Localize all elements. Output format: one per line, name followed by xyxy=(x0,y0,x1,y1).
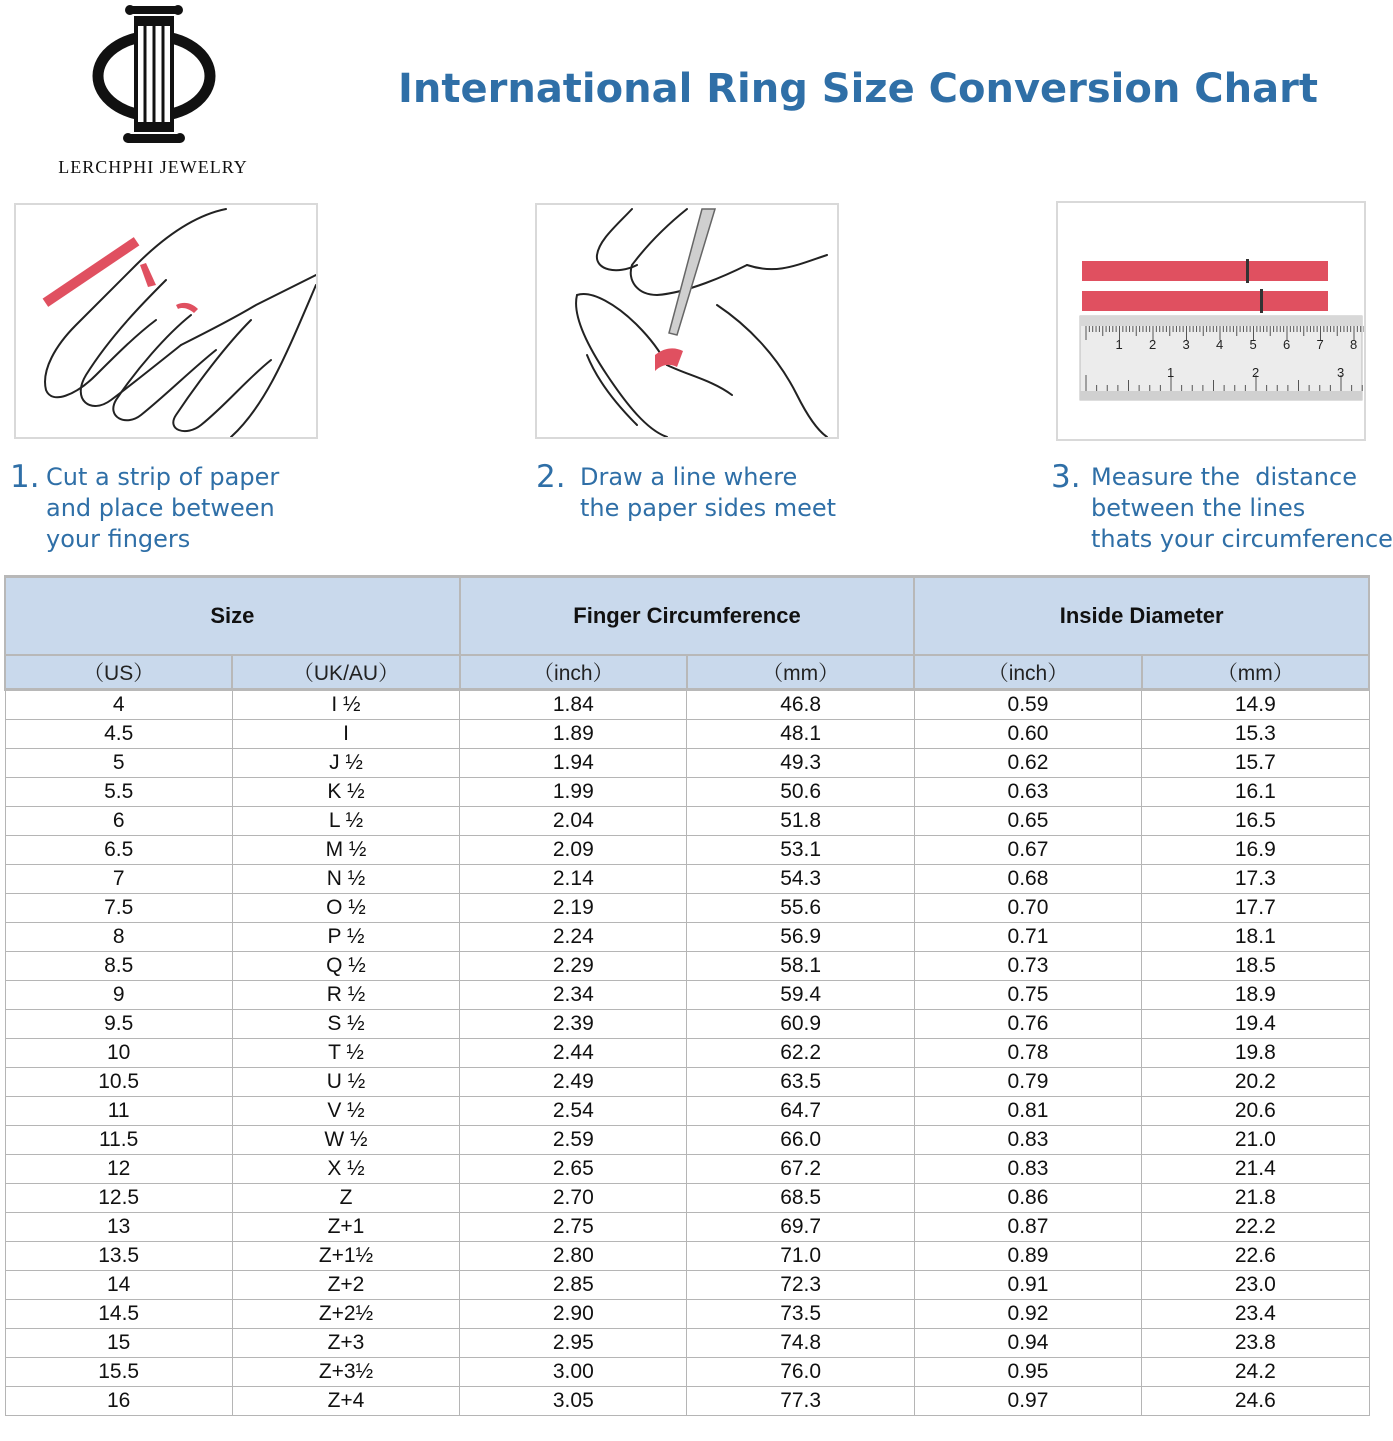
ruler-cm-label: 1 xyxy=(1115,337,1123,352)
step-2-illustration xyxy=(535,203,839,439)
table-row xyxy=(5,1126,1369,1155)
cell-circumference-inch: 2.19 xyxy=(460,894,687,923)
cell-us-size: 8 xyxy=(5,923,232,952)
brand-name: LERCHPHI JEWELRY xyxy=(58,157,248,177)
cell-uk-au-size: L ½ xyxy=(232,807,459,836)
cell-diameter-mm: 15.3 xyxy=(1142,720,1369,749)
cell-circumference-mm: 69.7 xyxy=(687,1213,914,1242)
cell-circumference-inch: 2.09 xyxy=(460,836,687,865)
cell-us-size: 12.5 xyxy=(5,1184,232,1213)
cell-circumference-mm: 73.5 xyxy=(687,1300,914,1329)
step-1-illustration xyxy=(14,203,318,439)
cell-diameter-mm: 23.8 xyxy=(1142,1329,1369,1358)
cell-diameter-mm: 16.5 xyxy=(1142,807,1369,836)
cell-diameter-inch: 0.79 xyxy=(914,1068,1141,1097)
cell-us-size: 11 xyxy=(5,1097,232,1126)
cell-circumference-mm: 66.0 xyxy=(687,1126,914,1155)
cell-diameter-inch: 0.92 xyxy=(914,1300,1141,1329)
table-row xyxy=(5,720,1369,749)
cell-circumference-mm: 67.2 xyxy=(687,1155,914,1184)
cell-circumference-mm: 54.3 xyxy=(687,865,914,894)
step-3-text: Measure the distance between the lines thats your circumference xyxy=(1091,463,1393,553)
ruler-cm-label: 8 xyxy=(1350,337,1358,352)
cell-circumference-inch: 2.80 xyxy=(460,1242,687,1271)
cell-diameter-inch: 0.97 xyxy=(914,1387,1141,1416)
cell-diameter-mm: 14.9 xyxy=(1142,690,1369,720)
cell-circumference-inch: 2.95 xyxy=(460,1329,687,1358)
unit-header-diam-inch: （inch） xyxy=(914,655,1141,690)
ruler-inch-label: 2 xyxy=(1252,365,1260,380)
cell-diameter-mm: 19.4 xyxy=(1142,1010,1369,1039)
table-row xyxy=(5,1387,1369,1416)
unit-header-ukau: （UK/AU） xyxy=(232,655,459,690)
cell-diameter-mm: 18.9 xyxy=(1142,981,1369,1010)
step-2 xyxy=(536,459,856,527)
cell-circumference-inch: 1.99 xyxy=(460,778,687,807)
conversion-table xyxy=(4,575,1370,1416)
cell-circumference-mm: 76.0 xyxy=(687,1358,914,1387)
cell-us-size: 4.5 xyxy=(5,720,232,749)
cell-us-size: 7.5 xyxy=(5,894,232,923)
cell-diameter-inch: 0.67 xyxy=(914,836,1141,865)
table-row xyxy=(5,1242,1369,1271)
unit-header-row xyxy=(5,655,1369,690)
cell-us-size: 15.5 xyxy=(5,1358,232,1387)
cell-diameter-inch: 0.65 xyxy=(914,807,1141,836)
cell-circumference-inch: 3.00 xyxy=(460,1358,687,1387)
cell-diameter-mm: 19.8 xyxy=(1142,1039,1369,1068)
cell-us-size: 13 xyxy=(5,1213,232,1242)
cell-us-size: 9 xyxy=(5,981,232,1010)
cell-diameter-mm: 18.5 xyxy=(1142,952,1369,981)
cell-us-size: 7 xyxy=(5,865,232,894)
cell-circumference-mm: 46.8 xyxy=(687,690,914,720)
cell-diameter-inch: 0.78 xyxy=(914,1039,1141,1068)
cell-circumference-mm: 63.5 xyxy=(687,1068,914,1097)
cell-diameter-inch: 0.83 xyxy=(914,1155,1141,1184)
cell-uk-au-size: T ½ xyxy=(232,1039,459,1068)
table-row xyxy=(5,981,1369,1010)
cell-circumference-mm: 51.8 xyxy=(687,807,914,836)
step-1-text: Cut a strip of paper and place between your fingers xyxy=(46,463,280,553)
cell-diameter-mm: 20.2 xyxy=(1142,1068,1369,1097)
cell-diameter-inch: 0.94 xyxy=(914,1329,1141,1358)
ruler-cm-label: 4 xyxy=(1216,337,1224,352)
circumference-group-header: Finger Circumference xyxy=(460,577,915,656)
cell-us-size: 8.5 xyxy=(5,952,232,981)
cell-diameter-mm: 15.7 xyxy=(1142,749,1369,778)
cell-circumference-inch: 2.75 xyxy=(460,1213,687,1242)
cell-uk-au-size: Z+3½ xyxy=(232,1358,459,1387)
table-row xyxy=(5,1010,1369,1039)
cell-circumference-mm: 49.3 xyxy=(687,749,914,778)
cell-uk-au-size: Z+1 xyxy=(232,1213,459,1242)
ruler-cm-label: 5 xyxy=(1249,337,1257,352)
cell-diameter-inch: 0.59 xyxy=(914,690,1141,720)
cell-diameter-mm: 16.1 xyxy=(1142,778,1369,807)
cell-circumference-mm: 62.2 xyxy=(687,1039,914,1068)
cell-circumference-mm: 72.3 xyxy=(687,1271,914,1300)
cell-diameter-mm: 21.8 xyxy=(1142,1184,1369,1213)
cell-circumference-mm: 71.0 xyxy=(687,1242,914,1271)
step-1-number: 1. xyxy=(10,459,40,495)
cell-uk-au-size: K ½ xyxy=(232,778,459,807)
cell-us-size: 6 xyxy=(5,807,232,836)
cell-uk-au-size: N ½ xyxy=(232,865,459,894)
cell-diameter-mm: 18.1 xyxy=(1142,923,1369,952)
cell-circumference-inch: 2.90 xyxy=(460,1300,687,1329)
cell-circumference-inch: 2.54 xyxy=(460,1097,687,1126)
table-row xyxy=(5,1213,1369,1242)
cell-diameter-inch: 0.95 xyxy=(914,1358,1141,1387)
cell-us-size: 11.5 xyxy=(5,1126,232,1155)
unit-header-circ-inch: （inch） xyxy=(460,655,687,690)
paper-strip-1 xyxy=(1082,261,1328,281)
cell-diameter-mm: 16.9 xyxy=(1142,836,1369,865)
cell-uk-au-size: P ½ xyxy=(232,923,459,952)
paper-strip-2 xyxy=(1082,291,1328,311)
cell-circumference-mm: 74.8 xyxy=(687,1329,914,1358)
cell-circumference-inch: 2.29 xyxy=(460,952,687,981)
cell-circumference-inch: 2.14 xyxy=(460,865,687,894)
table-row xyxy=(5,690,1369,720)
cell-circumference-inch: 2.39 xyxy=(460,1010,687,1039)
cell-uk-au-size: Z+1½ xyxy=(232,1242,459,1271)
table-row xyxy=(5,749,1369,778)
cell-uk-au-size: O ½ xyxy=(232,894,459,923)
table-row xyxy=(5,1068,1369,1097)
cell-circumference-mm: 64.7 xyxy=(687,1097,914,1126)
cell-diameter-inch: 0.62 xyxy=(914,749,1141,778)
cell-diameter-mm: 23.4 xyxy=(1142,1300,1369,1329)
cell-us-size: 15 xyxy=(5,1329,232,1358)
table-row xyxy=(5,894,1369,923)
cell-diameter-inch: 0.81 xyxy=(914,1097,1141,1126)
cell-circumference-mm: 59.4 xyxy=(687,981,914,1010)
table-row xyxy=(5,1329,1369,1358)
table-row xyxy=(5,1039,1369,1068)
cell-diameter-mm: 23.0 xyxy=(1142,1271,1369,1300)
cell-diameter-mm: 21.4 xyxy=(1142,1155,1369,1184)
table-row xyxy=(5,1271,1369,1300)
cell-circumference-mm: 55.6 xyxy=(687,894,914,923)
cell-diameter-mm: 24.6 xyxy=(1142,1387,1369,1416)
cell-circumference-inch: 2.04 xyxy=(460,807,687,836)
cell-circumference-inch: 2.24 xyxy=(460,923,687,952)
cell-uk-au-size: I xyxy=(232,720,459,749)
cell-circumference-mm: 77.3 xyxy=(687,1387,914,1416)
cell-circumference-mm: 60.9 xyxy=(687,1010,914,1039)
cell-us-size: 4 xyxy=(5,690,232,720)
cell-us-size: 14 xyxy=(5,1271,232,1300)
step-1 xyxy=(10,459,310,557)
column-logo-icon xyxy=(90,2,218,152)
cell-circumference-inch: 2.85 xyxy=(460,1271,687,1300)
cell-circumference-inch: 3.05 xyxy=(460,1387,687,1416)
table-row xyxy=(5,836,1369,865)
page-title: International Ring Size Conversion Chart xyxy=(398,66,1318,112)
cell-diameter-inch: 0.71 xyxy=(914,923,1141,952)
cell-circumference-inch: 1.89 xyxy=(460,720,687,749)
cell-circumference-inch: 1.84 xyxy=(460,690,687,720)
ruler-cm-label: 6 xyxy=(1283,337,1291,352)
table-row xyxy=(5,1097,1369,1126)
step-2-number: 2. xyxy=(536,459,566,495)
cell-us-size: 5 xyxy=(5,749,232,778)
cell-us-size: 14.5 xyxy=(5,1300,232,1329)
cell-diameter-mm: 20.6 xyxy=(1142,1097,1369,1126)
table-row xyxy=(5,865,1369,894)
cell-diameter-mm: 24.2 xyxy=(1142,1358,1369,1387)
cell-circumference-mm: 56.9 xyxy=(687,923,914,952)
cell-us-size: 12 xyxy=(5,1155,232,1184)
cell-uk-au-size: Z+4 xyxy=(232,1387,459,1416)
step-3 xyxy=(1051,459,1393,557)
cell-circumference-mm: 48.1 xyxy=(687,720,914,749)
cell-diameter-inch: 0.89 xyxy=(914,1242,1141,1271)
table-row xyxy=(5,778,1369,807)
cell-us-size: 9.5 xyxy=(5,1010,232,1039)
cell-uk-au-size: Z+2 xyxy=(232,1271,459,1300)
cell-uk-au-size: R ½ xyxy=(232,981,459,1010)
cell-circumference-inch: 2.44 xyxy=(460,1039,687,1068)
table-row xyxy=(5,1155,1369,1184)
cell-diameter-inch: 0.60 xyxy=(914,720,1141,749)
cell-uk-au-size: Z+2½ xyxy=(232,1300,459,1329)
cell-uk-au-size: W ½ xyxy=(232,1126,459,1155)
cell-uk-au-size: Q ½ xyxy=(232,952,459,981)
ruler-cm-label: 7 xyxy=(1316,337,1324,352)
cell-circumference-inch: 1.94 xyxy=(460,749,687,778)
cell-uk-au-size: M ½ xyxy=(232,836,459,865)
cell-uk-au-size: U ½ xyxy=(232,1068,459,1097)
table-row xyxy=(5,1184,1369,1213)
table-row xyxy=(5,1300,1369,1329)
cell-diameter-mm: 21.0 xyxy=(1142,1126,1369,1155)
cell-circumference-mm: 68.5 xyxy=(687,1184,914,1213)
cell-diameter-mm: 17.7 xyxy=(1142,894,1369,923)
cell-diameter-inch: 0.83 xyxy=(914,1126,1141,1155)
cell-uk-au-size: X ½ xyxy=(232,1155,459,1184)
step-3-number: 3. xyxy=(1051,459,1081,495)
cell-circumference-inch: 2.59 xyxy=(460,1126,687,1155)
cell-diameter-inch: 0.75 xyxy=(914,981,1141,1010)
cell-diameter-inch: 0.86 xyxy=(914,1184,1141,1213)
cell-circumference-mm: 50.6 xyxy=(687,778,914,807)
ruler-inch-label: 3 xyxy=(1337,365,1345,380)
cell-uk-au-size: S ½ xyxy=(232,1010,459,1039)
cell-diameter-inch: 0.87 xyxy=(914,1213,1141,1242)
cell-circumference-inch: 2.34 xyxy=(460,981,687,1010)
ruler-inch-label: 1 xyxy=(1167,365,1175,380)
cell-uk-au-size: Z xyxy=(232,1184,459,1213)
step-2-text: Draw a line where the paper sides meet xyxy=(580,463,837,522)
step-3-illustration xyxy=(1056,201,1366,441)
table-row xyxy=(5,952,1369,981)
size-group-header: Size xyxy=(5,577,460,656)
cell-circumference-inch: 2.70 xyxy=(460,1184,687,1213)
table-row xyxy=(5,807,1369,836)
cell-us-size: 6.5 xyxy=(5,836,232,865)
cell-diameter-inch: 0.76 xyxy=(914,1010,1141,1039)
cell-diameter-inch: 0.63 xyxy=(914,778,1141,807)
cell-diameter-mm: 17.3 xyxy=(1142,865,1369,894)
cell-uk-au-size: J ½ xyxy=(232,749,459,778)
cell-diameter-inch: 0.70 xyxy=(914,894,1141,923)
cell-diameter-inch: 0.73 xyxy=(914,952,1141,981)
group-header-row xyxy=(5,577,1369,656)
unit-header-diam-mm: （mm） xyxy=(1142,655,1369,690)
cell-diameter-inch: 0.91 xyxy=(914,1271,1141,1300)
cell-uk-au-size: I ½ xyxy=(232,690,459,720)
table-row xyxy=(5,1358,1369,1387)
cell-circumference-mm: 53.1 xyxy=(687,836,914,865)
cell-circumference-inch: 2.65 xyxy=(460,1155,687,1184)
cell-uk-au-size: Z+3 xyxy=(232,1329,459,1358)
ruler-cm-label: 3 xyxy=(1182,337,1190,352)
cell-us-size: 5.5 xyxy=(5,778,232,807)
cell-us-size: 10.5 xyxy=(5,1068,232,1097)
cell-circumference-mm: 58.1 xyxy=(687,952,914,981)
cell-uk-au-size: V ½ xyxy=(232,1097,459,1126)
table-row xyxy=(5,923,1369,952)
ruler-cm-label: 2 xyxy=(1149,337,1157,352)
table-body xyxy=(5,690,1369,1416)
cell-us-size: 13.5 xyxy=(5,1242,232,1271)
cell-diameter-mm: 22.6 xyxy=(1142,1242,1369,1271)
cell-us-size: 10 xyxy=(5,1039,232,1068)
cell-diameter-inch: 0.68 xyxy=(914,865,1141,894)
unit-header-us: （US） xyxy=(5,655,232,690)
cell-diameter-mm: 22.2 xyxy=(1142,1213,1369,1242)
unit-header-circ-mm: （mm） xyxy=(687,655,914,690)
cell-circumference-inch: 2.49 xyxy=(460,1068,687,1097)
diameter-group-header: Inside Diameter xyxy=(914,577,1369,656)
cell-us-size: 16 xyxy=(5,1387,232,1416)
